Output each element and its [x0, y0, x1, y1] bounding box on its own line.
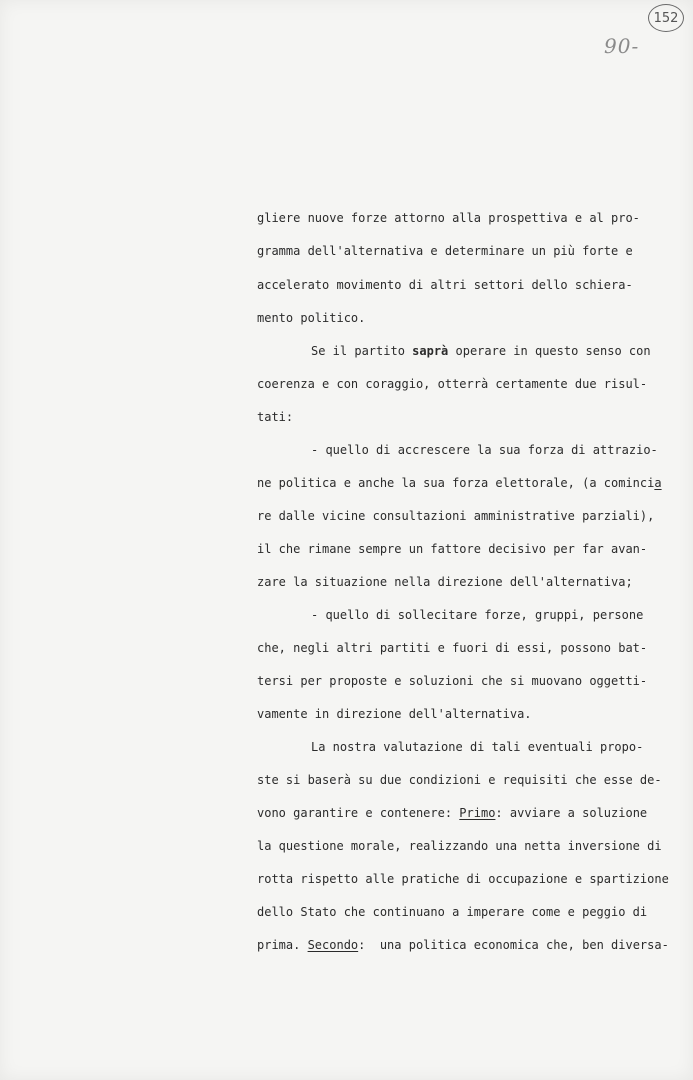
text-line: La nostra valutazione di tali eventuali propo- — [311, 740, 644, 754]
text-line: accelerato movimento di altri settori dello schiera- — [257, 278, 633, 292]
underlined-word-secondo: Secondo — [307, 938, 359, 952]
text-line: il che rimane sempre un fattore decisivo per far avan- — [257, 542, 648, 556]
text-line: gliere nuove forze attorno alla prospettiva e al pro- — [257, 211, 640, 225]
text-line: ne politica e anche la sua forza elettorale, (a comincia — [257, 476, 662, 490]
text-line: gramma dell'alternativa e determinare un più forte e — [257, 244, 633, 258]
text-line: - quello di sollecitare forze, gruppi, persone — [311, 608, 644, 622]
text-line: vono garantire e contenere: Primo: avviare a soluzione — [257, 806, 648, 820]
text-line: dello Stato che continuano a imperare come e peggio di — [257, 905, 648, 919]
inserted-word: saprà — [412, 344, 449, 358]
text-line: che, negli altri partiti e fuori di essi, possono bat- — [257, 641, 648, 655]
pencil-annotation: 90- — [604, 34, 640, 58]
text-line: re dalle vicine consultazioni amministrative parziali), — [257, 509, 655, 523]
text-line: la questione morale, realizzando una netta inversione di — [257, 839, 662, 853]
text-line: coerenza e con coraggio, otterrà certamente due risul- — [257, 377, 648, 391]
text-line: - quello di accrescere la sua forza di attrazio- — [311, 443, 658, 457]
text-line: tati: — [257, 410, 294, 424]
text-line: ste si baserà su due condizioni e requisiti che esse de- — [257, 773, 662, 787]
text-line: tersi per proposte e soluzioni che si muovano oggetti- — [257, 674, 648, 688]
text-line: rotta rispetto alle pratiche di occupazione e spartizione — [257, 872, 669, 886]
circled-page-number: 152 — [648, 4, 684, 32]
text-line: mento politico. — [257, 311, 366, 325]
text-line: prima. Secondo: una politica economica che, ben diversa- — [257, 938, 669, 952]
underlined-letter: a — [654, 476, 662, 490]
text-line: Se il partito saprà operare in questo senso con — [311, 344, 651, 358]
underlined-word-primo: Primo — [459, 806, 496, 820]
text-line: zare la situazione nella direzione dell'alternativa; — [257, 575, 633, 589]
text-line: vamente in direzione dell'alternativa. — [257, 707, 532, 721]
